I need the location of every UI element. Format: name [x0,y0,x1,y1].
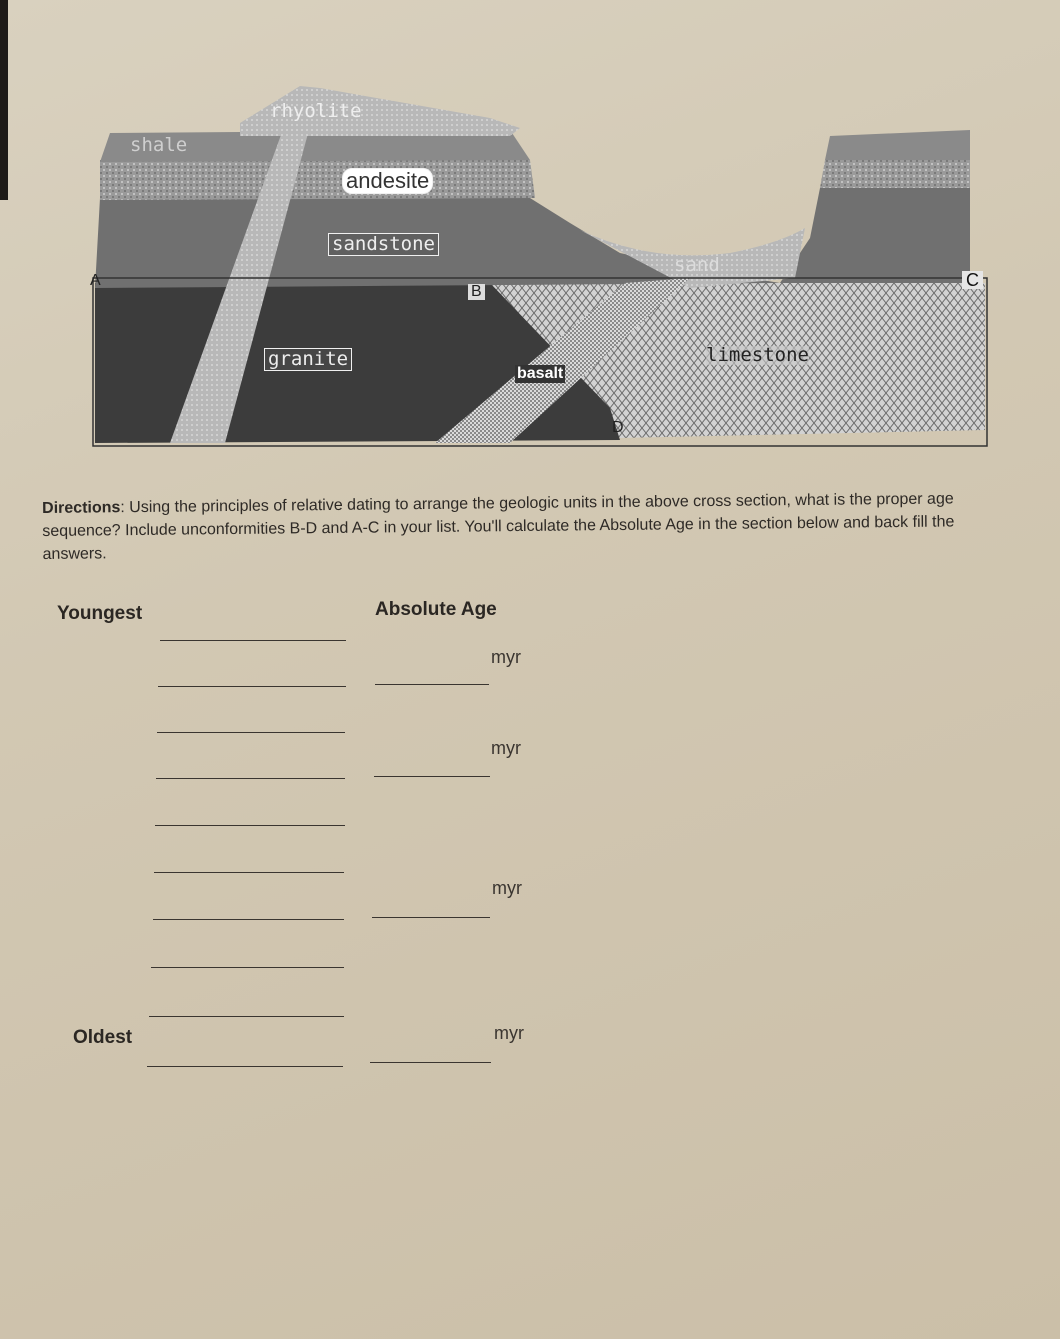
label-rhyolite: rhyolite [270,100,362,122]
geologic-cross-section [90,78,990,448]
page-edge-shadow [0,0,8,200]
age-blank-2[interactable] [374,776,490,777]
point-b-label: B [468,284,485,300]
directions-label: Directions [42,499,121,517]
label-andesite: andesite [342,168,433,194]
directions-paragraph: Directions: Using the principles of relative dating to arrange the geologic units in the above cross section, what is the proper age sequence? Include unconformities B-D and A-C in your list. You'll calculate the Absolute Age in the section below and back fill the answers. [42,490,955,563]
shale-layer-right [825,130,970,160]
label-sand: sand [674,254,720,276]
point-c-label: C [962,271,983,289]
age-blank-3[interactable] [372,917,490,918]
age-blank-4[interactable] [370,1062,491,1063]
oldest-heading: Oldest [73,1027,133,1048]
andesite-layer-right [820,160,970,188]
myr-unit-4: myr [494,1023,524,1043]
myr-unit-1: myr [491,647,521,667]
point-d-label: D [612,419,624,436]
sequence-blank-6[interactable] [154,872,344,873]
sequence-blank-4[interactable] [156,778,345,779]
sequence-blank-7[interactable] [153,919,344,920]
label-granite: granite [264,348,352,371]
label-limestone: limestone [706,344,809,366]
sequence-blank-5[interactable] [155,825,345,826]
sequence-blank-10[interactable] [147,1066,343,1067]
sequence-blank-1[interactable] [160,640,346,641]
sandstone-layer-right [780,188,970,283]
age-blank-1[interactable] [375,684,489,685]
andesite-layer [100,160,535,200]
sequence-blank-8[interactable] [151,967,344,968]
label-sandstone: sandstone [328,233,439,256]
cross-section-svg [90,78,990,448]
sequence-blank-3[interactable] [157,732,345,733]
absolute-age-heading: Absolute Age [375,599,497,620]
point-a-label: A [90,272,101,289]
youngest-heading: Youngest [57,603,143,624]
label-shale: shale [130,134,188,156]
myr-unit-2: myr [491,738,521,758]
label-basalt: basalt [517,365,564,382]
sequence-blank-9[interactable] [149,1016,344,1017]
directions-text: Using the principles of relative dating to arrange the geologic units in the above cross section, what is the proper age sequence? Include unconformities B-D and A-C in your list. You'll calculate the Absolute Age in the section below and back fill the answers. [42,490,955,563]
sequence-blank-2[interactable] [158,686,346,687]
myr-unit-3: myr [492,878,522,898]
